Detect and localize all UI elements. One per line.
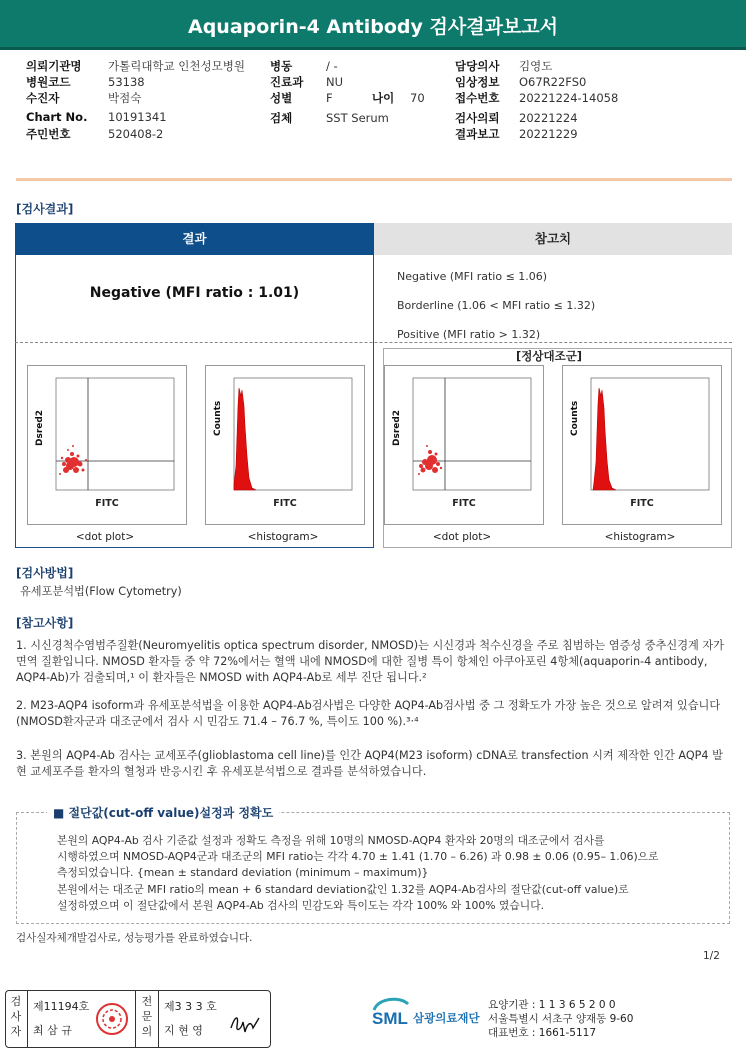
ref-header: 참고치: [374, 223, 732, 255]
info-col2: 병동 / - 진료과 NU 성별 F 나이 70 검체 SST Serum: [270, 59, 425, 125]
cutoff-line: 측정되었습니다. {mean ± standard deviation (minimum – maximum)}: [57, 866, 429, 880]
cutoff-box: [16, 806, 730, 924]
result-section-title: [검사결과]: [16, 202, 74, 216]
dot-ylabel: Dsred2: [35, 409, 45, 446]
page-number: 1/2: [703, 950, 720, 962]
note-2: 2. M23-AQP4 isoform과 유세포분석법을 이용한 AQP4-Ab검사법은 다양한 AQP4-Ab검사법 중 그 정확도가 가장 높은 것으로 알려져 있습니다(NMOSD환자군과 대조군에서 검사 시 민감도 71.4 – 76.7 %, 특이도 100 %).³·⁴: [16, 699, 721, 728]
caption-hist-1: <histogram>: [247, 531, 319, 543]
cutoff-line: 설정하였으며 이 절단값에서 본원 AQP4-Ab 검사의 민감도와 특이도는 각각 100% 와 100% 였습니다.: [57, 898, 545, 912]
stamp1-label: 검사자: [10, 995, 22, 1038]
org-address: 서울특별시 서초구 양재동 9-60: [488, 1013, 634, 1025]
control-histogram: [562, 365, 722, 525]
stamp2-name: 지 현 영: [164, 1024, 203, 1037]
hist-ylabel: Counts: [213, 400, 223, 436]
cutoff-line: 본원에서는 대조군 MFI ratio의 mean + 6 standard deviation값인 1.32를 AQP4-Ab검사의 절단값(cut-off value)로: [57, 882, 629, 896]
result-header: 결과: [15, 223, 374, 255]
note-1: 1. 시신경척수염범주질환(Neuromyelitis optica spectrum disorder, NMOSD)는 시신경과 척수신경을 주로 침범하는 염증성 중추신경계 자가면역 질환입니다. NMOSD 환자들 중 약 72%에서는 혈액 내에 NMOSD에 대한 질병 특이 항체인 아쿠아포린 4항체(aquaporin-4 antibody, AQP4-Ab)가 검출되며,¹ 이 환자들은 NMOSD with AQP4-Ab로 세부 진단 됩니다.²: [16, 639, 724, 684]
divider: [16, 178, 732, 181]
cutoff-title: ■ 절단값(cut-off value)설정과 정확도: [47, 804, 279, 821]
stamp2-no: 제3 3 3 호: [164, 1000, 217, 1013]
seal-icon: [95, 1002, 129, 1036]
notes-section-title: [참고사항]: [16, 616, 74, 630]
ctrl-hist-xlabel: FITC: [630, 498, 654, 509]
note-3: 3. 본원의 AQP4-Ab 검사는 교세포주(glioblastoma cell line)를 인간 AQP4(M23 isoform) cDNA로 transfection 시켜 제작한 인간 AQP4 발현 교세포주를 환자의 혈청과 반응시킨 후 유세포분석법으로 결과를 분석하였습니다.: [16, 749, 723, 778]
title-bar: [0, 0, 746, 50]
hist-xlabel: FITC: [273, 498, 297, 509]
org-code: 요양기관 : 1 1 3 6 5 2 0 0: [488, 999, 616, 1011]
report-title: Aquaporin-4 Antibody 검사결과보고서: [188, 16, 558, 38]
caption-dot-2: <dot plot>: [432, 531, 492, 543]
ref-borderline: Borderline (1.06 < MFI ratio ≤ 1.32): [397, 299, 596, 312]
qc-note: 검사실자체개발검사로, 성능평가를 완료하였습니다.: [16, 932, 253, 944]
ctrl-dot-xlabel: FITC: [452, 498, 476, 509]
stamp2-label: 전문의: [141, 995, 153, 1038]
dot-xlabel: FITC: [95, 498, 119, 509]
stamp-divider: [27, 990, 28, 1048]
stamp-divider: [158, 990, 159, 1048]
patient-histogram: [205, 365, 365, 525]
footer: [3, 990, 743, 1050]
ref-values: [397, 262, 595, 349]
control-dot-plot: [384, 365, 544, 525]
caption-hist-2: <histogram>: [604, 531, 676, 543]
ctrl-dot-ylabel: Dsred2: [392, 409, 402, 446]
caption-dot-1: <dot plot>: [75, 531, 135, 543]
cutoff-line: 본원의 AQP4-Ab 검사 기준값 설정과 정확도 측정을 위해 10명의 NMOSD-AQP4 환자와 20명의 대조군에서 검사를: [57, 834, 605, 847]
org-name: 삼광의료재단: [413, 1011, 480, 1025]
patient-dot-plot: [27, 365, 187, 525]
signature-icon: [225, 1010, 265, 1038]
org-phone: 대표번호 : 1661-5117: [488, 1027, 597, 1039]
method-section-title: [검사방법]: [16, 566, 74, 580]
stamp1-no: 제11194호: [33, 1000, 90, 1013]
ref-positive: Positive (MFI ratio > 1.32): [397, 328, 541, 341]
stamp1-name: 최 삼 규: [33, 1024, 72, 1037]
sml-logo-text: SML: [372, 1009, 408, 1028]
info-col3: 담당의사 김영도 임상정보 O67R22FS0 접수번호 20221224-14058 검사의뢰 20221224 결과보고 20221229: [455, 59, 619, 141]
ref-negative: Negative (MFI ratio ≤ 1.06): [397, 270, 548, 283]
stamp-divider: [135, 990, 136, 1048]
result-value: Negative (MFI ratio : 1.01): [89, 285, 300, 301]
cutoff-line: 시행하였으며 NMOSD-AQP4군과 대조군의 MFI ratio는 각각 4.70 ± 1.41 (1.70 – 6.26) 과 0.98 ± 0.06 (0.95– 1.06)으로: [57, 850, 659, 864]
info-col1: 의뢰기관명 가톨릭대학교 인천성모병원 병원코드 53138 수진자 박점숙 Chart No. 10191341 주민번호 520408-2: [26, 59, 245, 141]
sml-logo-icon: [368, 994, 414, 1028]
ctrl-hist-ylabel: Counts: [570, 400, 580, 436]
control-label: [정상대조군]: [516, 349, 583, 363]
org-info: [488, 998, 633, 1040]
result-dash-line: [15, 342, 732, 343]
method-text: 유세포분석법(Flow Cytometry): [20, 585, 182, 598]
cutoff-text: [57, 833, 659, 914]
